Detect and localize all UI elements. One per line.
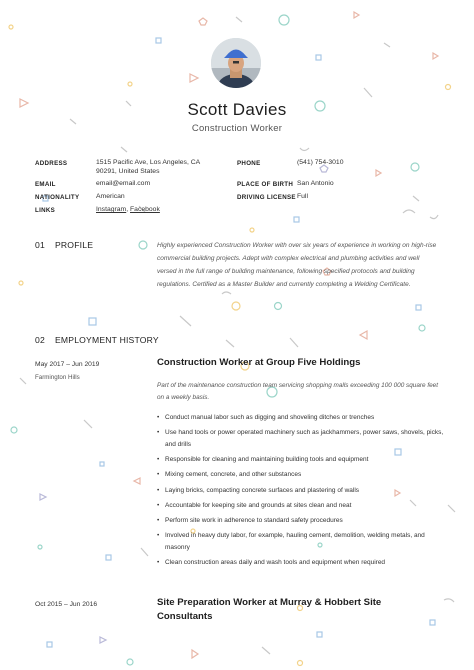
job-2-title: Site Preparation Worker at Murray & Hobbert Site Consultants xyxy=(157,597,382,622)
nationality-value: American xyxy=(96,193,125,200)
link-separator: , xyxy=(126,206,129,213)
job-1-location: Farmington Hills xyxy=(35,374,80,381)
employment-section-heading xyxy=(35,335,159,345)
list-item: • Conduct manual labor such as digging and shoveling ditches or trenches xyxy=(157,412,447,424)
list-item: • Laying bricks, compacting concrete surfaces and plastering of walls xyxy=(157,485,447,497)
job-1-dates: May 2017 – Jun 2019 xyxy=(35,361,100,368)
phone-value: (541) 754-3010 xyxy=(297,159,344,166)
list-item: • Involved in heavy duty labor, for example, hauling cement, demolition, welding metals, and masonry xyxy=(157,530,447,554)
profile-summary: Highly experienced Construction Worker with over six years of experience in working on high-rise commercial building projects. Adept with complex electrical and plumbing activities and well versed in the full range of building maintenance, following specified protocols and building regulations. Certified as a Master Builder and currently completing a Welding Certificate. xyxy=(157,242,437,288)
profile-section-title: PROFILE xyxy=(54,240,94,250)
employment-section-number: 02 xyxy=(35,335,45,345)
list-item: • Accountable for keeping site and grounds at sites clean and neat xyxy=(157,500,447,512)
job-2-dates: Oct 2015 – Jun 2016 xyxy=(35,601,98,608)
list-item: • Responsible for cleaning and maintaining building tools and equipment xyxy=(157,454,447,466)
profile-photo xyxy=(211,38,261,88)
links-label: LINKS xyxy=(35,207,56,214)
nationality-label: NATIONALITY xyxy=(35,194,80,201)
email-label: EMAIL xyxy=(35,181,56,188)
employment-section-title: EMPLOYMENT HISTORY xyxy=(54,335,159,345)
job-title-header: Construction Worker xyxy=(191,123,283,134)
list-item: • Use hand tools or power operated machinery such as jackhammers, power saws, shovels, picks, and drills xyxy=(157,427,447,451)
driving-license-label: DRIVING LICENSE xyxy=(237,194,296,201)
job-1-description: Part of the maintenance construction team servicing shopping malls exceeding 100 000 square feet on a weekly basis. xyxy=(157,382,439,402)
worker-photo-icon xyxy=(211,38,261,88)
profile-section-number: 01 xyxy=(35,240,45,250)
links-value xyxy=(96,205,160,214)
instagram-link[interactable]: Instagram xyxy=(96,206,127,213)
birth-place-value: San Antonio xyxy=(297,180,334,187)
person-name: Scott Davies xyxy=(187,100,287,119)
list-item: • Clean construction areas daily and wash tools and equipment when required xyxy=(157,557,447,569)
phone-label: PHONE xyxy=(237,160,261,167)
email-value: email@email.com xyxy=(96,180,151,187)
list-item: • Mixing cement, concrete, and other substances xyxy=(157,469,447,481)
driving-license-value: Full xyxy=(297,193,308,200)
job-1-title: Construction Worker at Group Five Holdings xyxy=(157,357,361,368)
address-label: ADDRESS xyxy=(35,160,68,167)
list-item: • Perform site work in adherence to standard safety procedures xyxy=(157,515,447,527)
address-value: 1515 Pacific Ave, Los Angeles, CA 90291, United States xyxy=(96,159,200,175)
profile-section-heading xyxy=(35,240,93,250)
facebook-link[interactable]: Facebook xyxy=(130,206,160,213)
job-1-duties-list xyxy=(157,412,447,572)
birth-place-label: PLACE OF BIRTH xyxy=(237,181,294,188)
